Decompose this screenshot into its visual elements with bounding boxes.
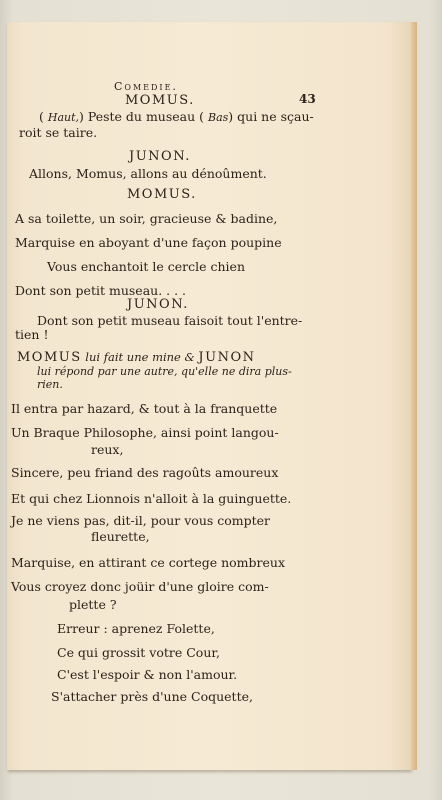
verse-line: A sa toilette, un soir, gracieuse & badine, — [15, 211, 278, 226]
verse-line: Dont son petit museau. . . . — [15, 283, 187, 298]
stage-direction-bas: Bas — [208, 111, 229, 124]
verse-line: Sincere, peu friand des ragoûts amoureux — [11, 465, 279, 480]
verse-line: Marquise, en attirant ce cortege nombreux — [11, 555, 285, 570]
verse-line: Marquise en aboyant d'une façon poupine — [15, 235, 282, 250]
running-head: Comedie. — [114, 80, 178, 93]
speaker-momus: MOMUS. — [125, 93, 195, 108]
verse-line-cont: reux, — [91, 442, 124, 457]
speaker-momus: MOMUS. — [127, 187, 197, 202]
verse-line: S'attacher près d'une Coquette, — [51, 689, 253, 704]
verse-line: Ce qui grossit votre Cour, — [57, 645, 220, 660]
book-page — [7, 22, 411, 770]
verse-line: C'est l'espoir & non l'amour. — [57, 667, 238, 682]
stage-speaker-momus: MOMUS — [17, 350, 82, 365]
text-line: tien ! — [15, 327, 49, 342]
verse-line: Je ne viens pas, dit-il, pour vous compter — [11, 513, 271, 528]
page-edge — [411, 22, 417, 770]
stage-line: ( Haut,) Peste du museau ( Bas) qui ne sçau- — [39, 109, 314, 124]
verse-line: Vous enchantoit le cercle chien — [47, 259, 245, 274]
text-line: Dont son petit museau faisoit tout l'entre- — [37, 313, 303, 328]
verse-line-cont: fleurette, — [91, 529, 150, 544]
speaker-junon: JUNON. — [129, 149, 191, 164]
verse-line: Il entra par hazard, & tout à la franquette — [11, 401, 278, 416]
verse-line: Un Braque Philosophe, ainsi point langou- — [11, 425, 279, 440]
verse-line: Et qui chez Lionnois n'alloit à la guinguette. — [11, 491, 292, 506]
stage-direction — [17, 350, 256, 365]
stage-direction-cont: rien. — [37, 378, 63, 391]
text-line: Allons, Momus, allons au dénoûment. — [29, 166, 267, 181]
stage-text: lui fait une mine & — [81, 350, 199, 364]
verse-line: Vous croyez donc joüir d'une gloire com- — [11, 579, 269, 594]
stage-speaker-junon: JUNON — [198, 350, 256, 365]
stage-direction-haut: Haut, — [47, 111, 80, 124]
verse-line-cont: plette ? — [69, 597, 117, 612]
speaker-junon: JUNON. — [127, 297, 189, 312]
verse-line: Erreur : aprenez Folette, — [57, 621, 215, 636]
text-line: roit se taire. — [19, 125, 98, 140]
stage-direction-cont: lui répond par une autre, qu'elle ne dira plus- — [37, 365, 292, 378]
page-number: 43 — [299, 92, 316, 106]
